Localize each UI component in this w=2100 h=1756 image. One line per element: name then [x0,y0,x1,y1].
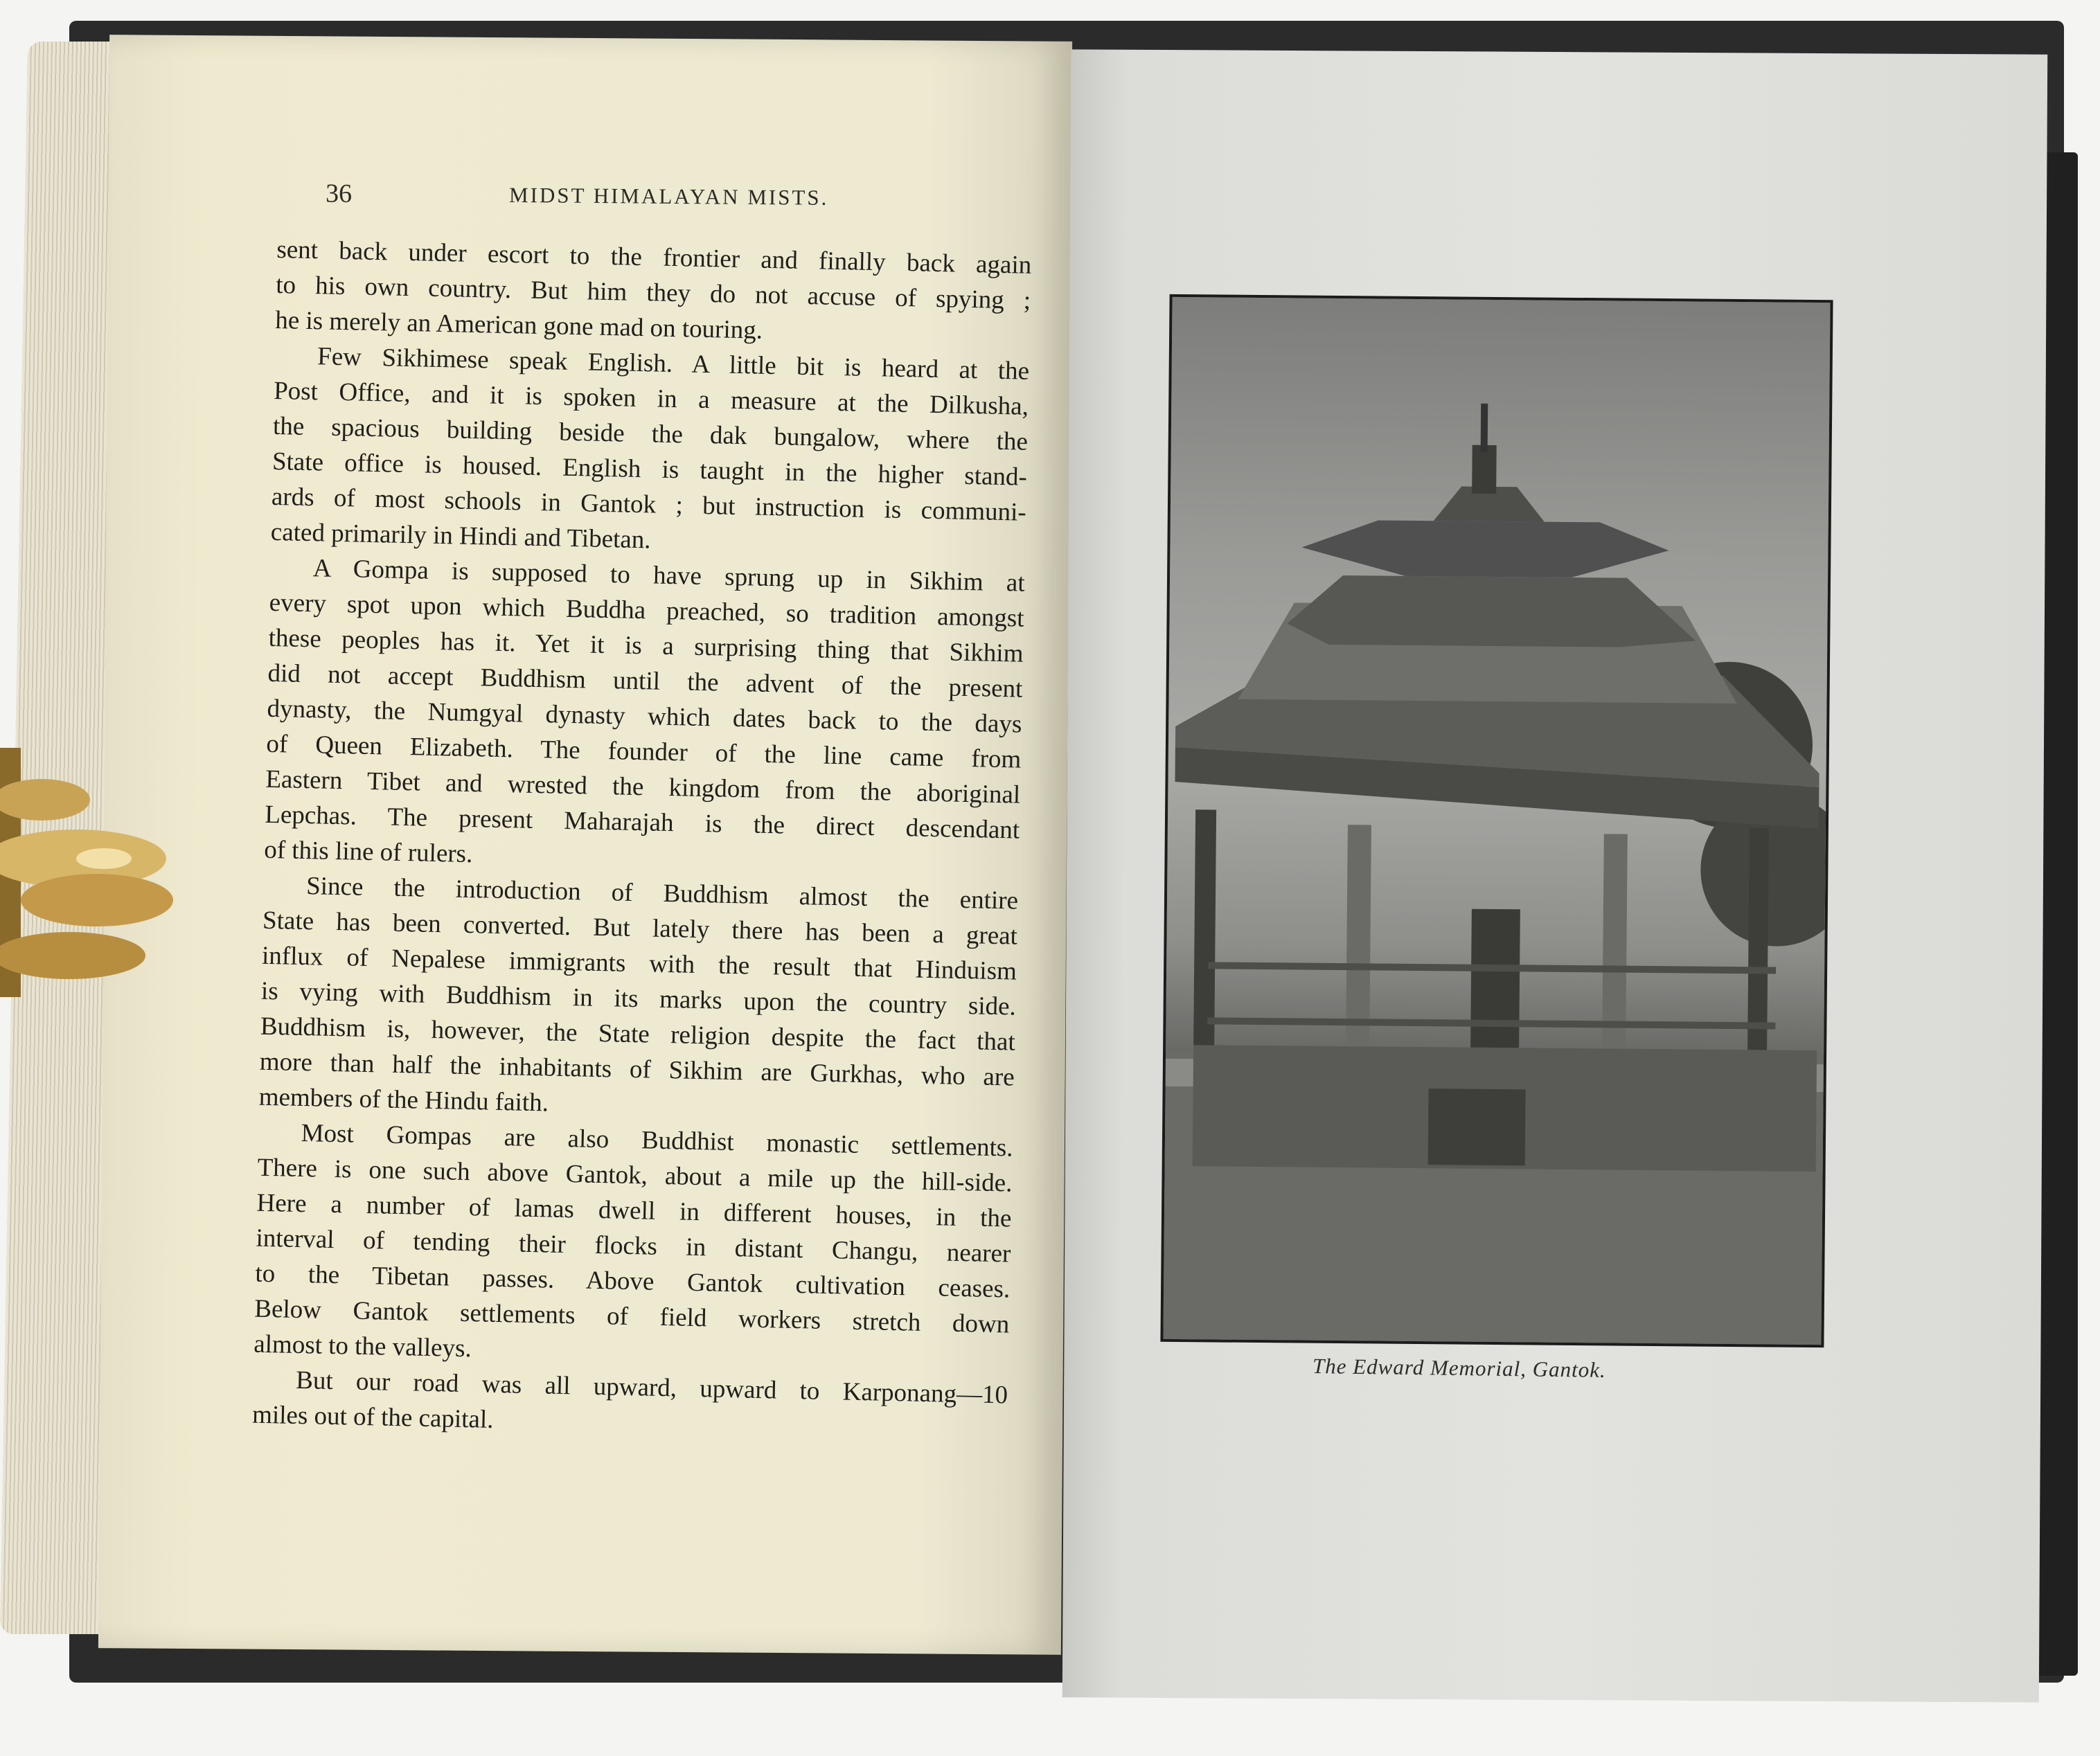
running-title: MIDST HIMALAYAN MISTS. [508,182,829,210]
text-line: dynasty, the Numgyal dynasty which dates back to the days [267,694,1022,739]
page-header [326,179,1032,220]
text-line: he is merely an American gone mad on touring. [274,305,763,345]
text-line: is vying with Buddhism in its marks upon the country side. [260,976,1017,1021]
text-line: of this line of rulers. [263,835,473,869]
text-line: There is one such above Gantok, about a mile up the hill-side. [257,1153,1013,1198]
text-line: every spot upon which Buddha preached, so tradition amongst [269,588,1024,633]
text-line: Buddhism is, however, the State religion despite the fact that [260,1012,1016,1057]
text-line: to the Tibetan passes. Above Gantok cultivation ceases. [255,1259,1011,1304]
text-line: A Gompa is supposed to have sprung up in Sikhim at [312,554,1026,598]
text-line: Most Gompas are also Buddhist monastic settlements. [301,1119,1013,1163]
text-line: ards of most schools in Gantok ; but instruction is communi- [271,482,1027,527]
text-line: Eastern Tibet and wrested the kingdom from the aboriginal [265,764,1021,809]
text-line: Lepchas. The present Maharajah is the direct descendant [264,800,1020,845]
text-line: miles out of the capital. [251,1400,494,1434]
text-line: But our road was all upward, upward to Karponang—10 [295,1365,1008,1410]
text-line: almost to the valleys. [253,1329,472,1363]
body-text [252,232,1032,1448]
brass-page-clip [0,748,173,997]
photo-plate [1160,294,1833,1347]
photo-caption: The Edward Memorial, Gantok. [1312,1354,1607,1382]
text-line: cated primarily in Hindi and Tibetan. [270,517,651,555]
pavilion-photo [1163,297,1830,1345]
text-line: to his own country. But him they do not accuse of spying ; [275,270,1031,315]
text-line: did not accept Buddhism until the advent of the present [267,658,1023,704]
text-line: Few Sikhimese speak English. A little bit is heard at the [317,342,1030,386]
text-line: more than half the inhabitants of Sikhim are Gurkhas, who are [259,1047,1015,1092]
page-number: 36 [325,179,353,208]
text-line: these peoples has it. Yet it is a surprising thing that Sikhim [268,623,1024,668]
text-line: influx of Nepalese immigrants with the result that Hinduism [261,941,1017,986]
text-line: Below Gantok settlements of field workers stretch down [253,1294,1010,1339]
text-line: of Queen Elizabeth. The founder of the line came from [266,729,1022,774]
text-line: Here a number of lamas dwell in different houses, in the [256,1188,1012,1233]
text-line: State has been converted. But lately there has been a great [262,906,1018,951]
text-line: members of the Hindu faith. [258,1082,549,1118]
text-line: interval of tending their flocks in distant Changu, nearer [256,1224,1011,1269]
text-line: the spacious building beside the dak bungalow, where the [272,411,1029,456]
text-line: State office is housed. English is taught in the higher stand- [272,447,1028,492]
text-line: Post Office, and it is spoken in a measure at the Dilkusha, [273,376,1029,421]
text-line: sent back under escort to the frontier and finally back again [276,235,1032,280]
text-line: Since the introduction of Buddhism almost the entire [305,872,1019,915]
